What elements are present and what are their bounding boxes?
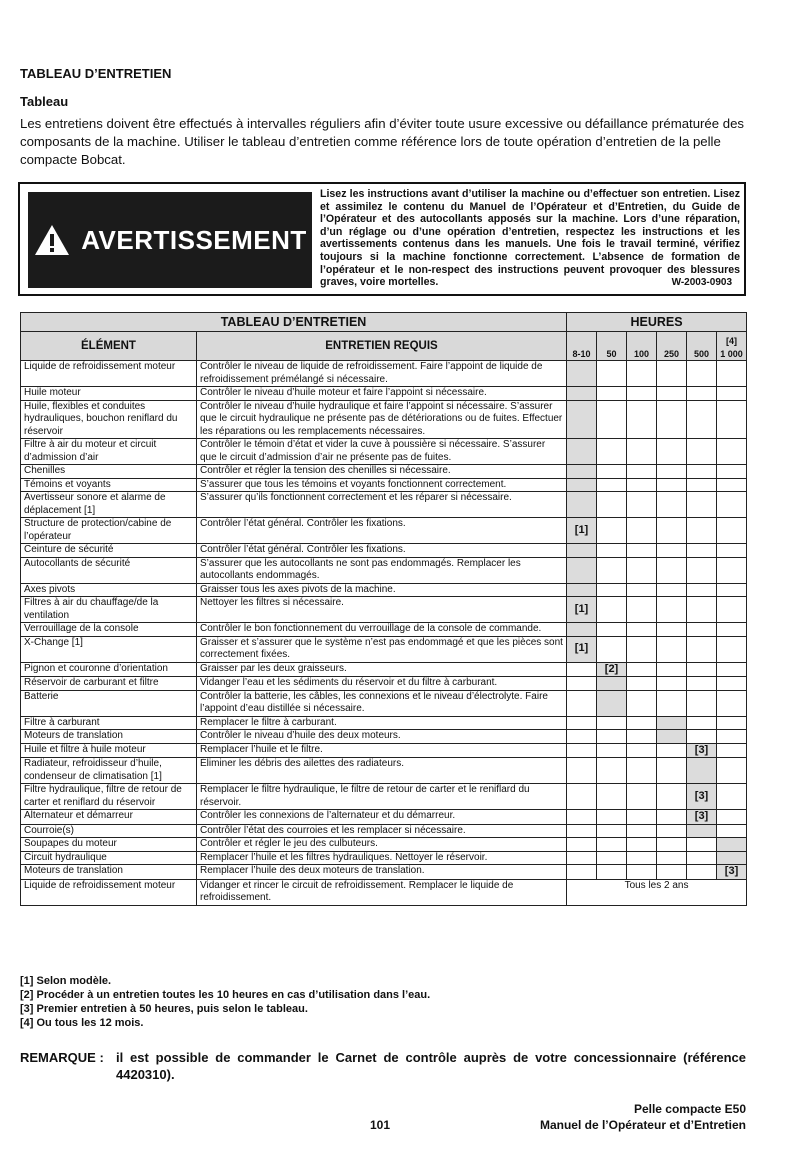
interval-cell bbox=[717, 662, 747, 677]
service-cell: Graisser tous les axes pivots de la machine. bbox=[197, 583, 567, 597]
interval-cell bbox=[627, 492, 657, 518]
interval-cell bbox=[597, 583, 627, 597]
element-cell: Filtres à air du chauffage/de la ventilation bbox=[21, 597, 197, 623]
footnote: [1] Selon modèle. bbox=[20, 975, 112, 987]
service-cell: S’assurer qu’ils fonctionnent correctement et les réparer si nécessaire. bbox=[197, 492, 567, 518]
interval-cell bbox=[687, 597, 717, 623]
interval-cell bbox=[717, 784, 747, 810]
table-row bbox=[21, 690, 747, 716]
service-cell: Contrôler le niveau d’huile des deux moteurs. bbox=[197, 730, 567, 744]
table-row bbox=[21, 824, 747, 838]
interval-cell bbox=[717, 690, 747, 716]
interval-marker bbox=[597, 662, 627, 677]
warning-code: W-2003-0903 bbox=[671, 277, 732, 288]
interval-cell bbox=[567, 730, 597, 744]
interval-cell bbox=[717, 743, 747, 758]
service-cell: Éliminer les débris des ailettes des radiateurs. bbox=[197, 758, 567, 784]
element-cell: Circuit hydraulique bbox=[21, 851, 197, 865]
service-cell: Remplacer l’huile des deux moteurs de translation. bbox=[197, 865, 567, 880]
table-row bbox=[21, 478, 747, 492]
interval-cell bbox=[717, 677, 747, 691]
remark-label: REMARQUE : bbox=[20, 1050, 104, 1065]
interval-cell bbox=[657, 465, 687, 479]
interval-cell bbox=[687, 636, 717, 662]
interval-cell bbox=[717, 810, 747, 825]
element-cell: Verrouillage de la console bbox=[21, 623, 197, 637]
element-cell: X-Change [1] bbox=[21, 636, 197, 662]
service-cell: S’assurer que les autocollants ne sont pas endommagés. Remplacer les autocollants endommagés. bbox=[197, 557, 567, 583]
element-cell: Autocollants de sécurité bbox=[21, 557, 197, 583]
interval-header bbox=[657, 332, 687, 361]
interval-cell bbox=[687, 492, 717, 518]
table-row bbox=[21, 623, 747, 637]
interval-marker bbox=[567, 518, 597, 544]
interval-cell bbox=[717, 636, 747, 662]
interval-marker bbox=[567, 361, 597, 387]
interval-cell bbox=[627, 784, 657, 810]
element-cell: Liquide de refroidissement moteur bbox=[21, 361, 197, 387]
table-row bbox=[21, 636, 747, 662]
interval-cell bbox=[687, 865, 717, 880]
interval-cell bbox=[567, 758, 597, 784]
interval-cell bbox=[657, 636, 687, 662]
interval-cell bbox=[687, 623, 717, 637]
interval-cell bbox=[627, 743, 657, 758]
interval-cell bbox=[627, 544, 657, 558]
interval-cell bbox=[627, 662, 657, 677]
interval-cell bbox=[687, 851, 717, 865]
interval-cell bbox=[657, 557, 687, 583]
interval-cell bbox=[657, 851, 687, 865]
interval-cell bbox=[597, 387, 627, 401]
interval-cell bbox=[567, 784, 597, 810]
element-cell: Liquide de refroidissement moteur bbox=[21, 879, 197, 905]
element-cell: Alternateur et démarreur bbox=[21, 810, 197, 825]
interval-cell bbox=[567, 865, 597, 880]
remark bbox=[20, 1049, 746, 1083]
interval-cell bbox=[597, 361, 627, 387]
interval-cell bbox=[687, 690, 717, 716]
interval-cell bbox=[657, 492, 687, 518]
interval-cell bbox=[657, 597, 687, 623]
interval-cell bbox=[597, 636, 627, 662]
interval-mark: [1] bbox=[574, 602, 589, 615]
interval-cell bbox=[687, 478, 717, 492]
footnotes bbox=[20, 974, 430, 1030]
interval-marker bbox=[717, 851, 747, 865]
service-cell: Graisser et s’assurer que le système n’est pas endommagé et que les pièces sont correctement fixées. bbox=[197, 636, 567, 662]
table-row bbox=[21, 439, 747, 465]
element-cell: Réservoir de carburant et filtre bbox=[21, 677, 197, 691]
interval-cell bbox=[597, 810, 627, 825]
service-cell: Contrôler l’état général. Contrôler les fixations. bbox=[197, 518, 567, 544]
table-row bbox=[21, 400, 747, 439]
interval-cell bbox=[627, 690, 657, 716]
interval-cell bbox=[597, 465, 627, 479]
interval-cell bbox=[627, 518, 657, 544]
interval-cell bbox=[687, 677, 717, 691]
element-cell: Courroie(s) bbox=[21, 824, 197, 838]
interval-cell bbox=[717, 824, 747, 838]
table-row bbox=[21, 784, 747, 810]
service-cell: Contrôler les connexions de l’alternateur et du démarreur. bbox=[197, 810, 567, 825]
interval-cell bbox=[657, 387, 687, 401]
interval-cell bbox=[567, 662, 597, 677]
interval-mark: [3] bbox=[724, 865, 739, 877]
service-cell: Remplacer le filtre à carburant. bbox=[197, 716, 567, 730]
interval-cell bbox=[627, 387, 657, 401]
table-row bbox=[21, 544, 747, 558]
interval-cell bbox=[687, 838, 717, 852]
interval-cell bbox=[597, 758, 627, 784]
table-row bbox=[21, 387, 747, 401]
interval-cell bbox=[627, 838, 657, 852]
interval-marker bbox=[567, 492, 597, 518]
interval-cell bbox=[657, 810, 687, 825]
table-row bbox=[21, 557, 747, 583]
interval-cell bbox=[657, 361, 687, 387]
element-cell: Ceinture de sécurité bbox=[21, 544, 197, 558]
interval-cell bbox=[597, 557, 627, 583]
interval-cell bbox=[717, 557, 747, 583]
interval-marker bbox=[717, 865, 747, 880]
interval-cell bbox=[717, 623, 747, 637]
table-row bbox=[21, 583, 747, 597]
interval-cell bbox=[597, 730, 627, 744]
service-cell: Contrôler le bon fonctionnement du verrouillage de la console de commande. bbox=[197, 623, 567, 637]
interval-marker bbox=[567, 387, 597, 401]
interval-marker bbox=[687, 824, 717, 838]
interval-cell bbox=[627, 557, 657, 583]
element-cell: Huile moteur bbox=[21, 387, 197, 401]
interval-cell bbox=[597, 439, 627, 465]
table-row bbox=[21, 677, 747, 691]
interval-cell bbox=[567, 716, 597, 730]
table-body bbox=[21, 361, 747, 906]
interval-marker bbox=[687, 810, 717, 825]
service-cell: Contrôler la batterie, les câbles, les connexions et le niveau d’électrolyte. Faire l’appoint d’eau distillée si nécessaire. bbox=[197, 690, 567, 716]
table-row bbox=[21, 865, 747, 880]
interval-cell bbox=[597, 851, 627, 865]
service-cell: Contrôler et régler le jeu des culbuteurs. bbox=[197, 838, 567, 852]
table-row bbox=[21, 518, 747, 544]
service-cell: S’assurer que tous les témoins et voyants fonctionnent correctement. bbox=[197, 478, 567, 492]
interval-cell bbox=[717, 492, 747, 518]
interval-cell bbox=[717, 439, 747, 465]
interval-cell bbox=[687, 439, 717, 465]
interval-cell bbox=[717, 465, 747, 479]
warning-banner bbox=[28, 192, 312, 288]
section-title: TABLEAU D’ENTRETIEN bbox=[20, 66, 172, 81]
interval-label: 100 bbox=[634, 348, 650, 359]
interval-label: 250 bbox=[664, 348, 680, 359]
element-cell: Filtre à carburant bbox=[21, 716, 197, 730]
interval-cell bbox=[597, 544, 627, 558]
interval-marker bbox=[687, 784, 717, 810]
interval-cell bbox=[717, 400, 747, 439]
interval-cell bbox=[567, 743, 597, 758]
footnote: [4] Ou tous les 12 mois. bbox=[20, 1017, 144, 1029]
interval-marker bbox=[567, 465, 597, 479]
interval-mark: [3] bbox=[694, 810, 709, 822]
interval-marker bbox=[567, 597, 597, 623]
interval-cell bbox=[687, 730, 717, 744]
interval-cell bbox=[717, 730, 747, 744]
interval-cell bbox=[627, 636, 657, 662]
service-cell: Contrôler le niveau de liquide de refroidissement. Faire l’appoint de liquide de refroidissement prémélangé si nécessaire. bbox=[197, 361, 567, 387]
element-cell: Huile et filtre à huile moteur bbox=[21, 743, 197, 758]
service-cell: Contrôler le témoin d’état et vider la cuve à poussière si nécessaire. S’assurer que le circuit d’admission d’air ne présente pas de fuites. bbox=[197, 439, 567, 465]
interval-marker bbox=[567, 636, 597, 662]
element-cell: Moteurs de translation bbox=[21, 865, 197, 880]
table-row bbox=[21, 662, 747, 677]
interval-cell bbox=[687, 400, 717, 439]
interval-cell bbox=[657, 623, 687, 637]
interval-label: 500 bbox=[694, 348, 710, 359]
interval-cell bbox=[717, 478, 747, 492]
interval-cell bbox=[627, 400, 657, 439]
interval-cell bbox=[687, 557, 717, 583]
interval-header bbox=[687, 332, 717, 361]
interval-cell bbox=[627, 810, 657, 825]
interval-cell bbox=[627, 623, 657, 637]
element-cell: Huile, flexibles et conduites hydrauliques, bouchon reniflard du réservoir bbox=[21, 400, 197, 439]
table-row bbox=[21, 851, 747, 865]
service-cell: Graisser par les deux graisseurs. bbox=[197, 662, 567, 677]
interval-cell bbox=[567, 838, 597, 852]
interval-cell bbox=[627, 439, 657, 465]
interval-cell bbox=[687, 387, 717, 401]
interval-marker bbox=[717, 838, 747, 852]
element-cell: Filtre à air du moteur et circuit d’admission d’air bbox=[21, 439, 197, 465]
interval-cell bbox=[567, 690, 597, 716]
interval-cell bbox=[657, 583, 687, 597]
element-cell: Moteurs de translation bbox=[21, 730, 197, 744]
interval-cell bbox=[627, 865, 657, 880]
interval-cell bbox=[717, 387, 747, 401]
interval-cell bbox=[627, 677, 657, 691]
interval-cell bbox=[567, 810, 597, 825]
table-row bbox=[21, 758, 747, 784]
interval-cell bbox=[597, 597, 627, 623]
interval-cell bbox=[567, 851, 597, 865]
interval-cell bbox=[627, 361, 657, 387]
interval-cell bbox=[597, 400, 627, 439]
service-cell: Remplacer l’huile et le filtre. bbox=[197, 743, 567, 758]
interval-cell bbox=[597, 716, 627, 730]
footer-product: Pelle compacte E50 bbox=[633, 1102, 746, 1116]
interval-mark: [2] bbox=[604, 662, 619, 675]
table-row bbox=[21, 492, 747, 518]
footnote: [2] Procéder à un entretien toutes les 10 heures en cas d’utilisation dans l’eau. bbox=[20, 989, 431, 1001]
table-row bbox=[21, 838, 747, 852]
interval-marker bbox=[567, 478, 597, 492]
interval-mark: [3] bbox=[694, 789, 709, 802]
interval-cell bbox=[597, 492, 627, 518]
warning-label: AVERTISSEMENT bbox=[81, 224, 307, 255]
table-row bbox=[21, 743, 747, 758]
interval-marker bbox=[687, 758, 717, 784]
interval-header bbox=[717, 332, 747, 361]
interval-mark: [1] bbox=[574, 523, 589, 536]
interval-marker bbox=[597, 690, 627, 716]
interval-marker bbox=[567, 583, 597, 597]
interval-cell bbox=[627, 716, 657, 730]
interval-cell bbox=[627, 851, 657, 865]
interval-cell bbox=[657, 784, 687, 810]
footnote: [3] Premier entretien à 50 heures, puis selon le tableau. bbox=[20, 1003, 308, 1015]
service-cell: Remplacer l’huile et les filtres hydrauliques. Nettoyer le réservoir. bbox=[197, 851, 567, 865]
interval-header bbox=[567, 332, 597, 361]
element-cell: Structure de protection/cabine de l’opérateur bbox=[21, 518, 197, 544]
warning-triangle-icon bbox=[33, 223, 71, 257]
interval-note-cell: Tous les 2 ans bbox=[567, 879, 747, 905]
element-cell: Axes pivots bbox=[21, 583, 197, 597]
interval-cell bbox=[657, 478, 687, 492]
hours-header: HEURES bbox=[567, 313, 747, 332]
interval-label: 50 bbox=[606, 348, 617, 359]
interval-cell bbox=[567, 677, 597, 691]
interval-cell bbox=[627, 824, 657, 838]
interval-marker bbox=[567, 400, 597, 439]
footer-manual: Manuel de l’Opérateur et d’Entretien bbox=[539, 1118, 746, 1132]
interval-cell bbox=[657, 400, 687, 439]
interval-cell bbox=[717, 583, 747, 597]
element-cell: Chenilles bbox=[21, 465, 197, 479]
table-row bbox=[21, 361, 747, 387]
maintenance-table bbox=[20, 312, 747, 906]
interval-marker bbox=[567, 557, 597, 583]
interval-cell bbox=[567, 824, 597, 838]
interval-marker bbox=[567, 439, 597, 465]
service-cell: Contrôler le niveau d’huile hydraulique et faire l’appoint si nécessaire. S’assurer que le circuit hydraulique ne présente pas de détériorations ou de fuites. Effectuer les réparations ou les remplacements nécessaires. bbox=[197, 400, 567, 439]
interval-cell bbox=[627, 597, 657, 623]
interval-cell bbox=[657, 677, 687, 691]
interval-cell bbox=[657, 758, 687, 784]
interval-cell bbox=[717, 716, 747, 730]
interval-cell bbox=[687, 361, 717, 387]
page-number: 101 bbox=[370, 1118, 391, 1132]
table-row bbox=[21, 716, 747, 730]
service-cell: Contrôler l’état des courroies et les remplacer si nécessaire. bbox=[197, 824, 567, 838]
interval-cell bbox=[717, 518, 747, 544]
interval-mark: [1] bbox=[574, 642, 589, 655]
interval-marker bbox=[657, 730, 687, 744]
interval-cell bbox=[687, 662, 717, 677]
interval-cell bbox=[597, 743, 627, 758]
interval-cell bbox=[657, 824, 687, 838]
element-cell: Avertisseur sonore et alarme de déplacement [1] bbox=[21, 492, 197, 518]
interval-cell bbox=[687, 544, 717, 558]
service-cell: Remplacer le filtre hydraulique, le filtre de retour de carter et le reniflard du réservoir. bbox=[197, 784, 567, 810]
table-row bbox=[21, 879, 747, 905]
interval-note: [4] bbox=[726, 336, 738, 346]
interval-cell bbox=[597, 478, 627, 492]
interval-cell bbox=[657, 838, 687, 852]
interval-cell bbox=[717, 544, 747, 558]
interval-header bbox=[597, 332, 627, 361]
element-cell: Radiateur, refroidisseur d’huile, condenseur de climatisation [1] bbox=[21, 758, 197, 784]
interval-cell bbox=[627, 730, 657, 744]
interval-cell bbox=[597, 518, 627, 544]
service-cell: Contrôler et régler la tension des chenilles si nécessaire. bbox=[197, 465, 567, 479]
remark-text: il est possible de commander le Carnet de contrôle auprès de votre concessionnaire (référence 4420310). bbox=[116, 1050, 746, 1082]
interval-cell bbox=[657, 865, 687, 880]
table-row bbox=[21, 597, 747, 623]
service-cell: Vidanger l’eau et les sédiments du réservoir et du filtre à carburant. bbox=[197, 677, 567, 691]
table-row bbox=[21, 465, 747, 479]
interval-marker bbox=[567, 544, 597, 558]
interval-label: 8-10 bbox=[572, 348, 591, 359]
interval-marker bbox=[597, 677, 627, 691]
table-row bbox=[21, 730, 747, 744]
interval-cell bbox=[657, 743, 687, 758]
warning-text: Lisez les instructions avant d’utiliser la machine ou d’effectuer son entretien. Lisez et assimilez le contenu du Manuel de l’Opérateur et d’Entretien, du Guide de l’Opérateur et des autocollants apposés sur la machine. Lors d’une réparation, d’un réglage ou d’une opération d’entretien, respectez les instructions et les avertissements contenus dans les manuels. Une fois le travail terminé, vérifiez toujours si la machine fonctionne correctement. L’absence de formation de l’opérateur et le non-respect des instructions peuvent provoquer des blessures graves, voire mortelles. bbox=[320, 188, 740, 289]
interval-cell bbox=[657, 662, 687, 677]
warning-box bbox=[18, 182, 746, 296]
interval-cell bbox=[597, 865, 627, 880]
interval-cell bbox=[597, 838, 627, 852]
interval-cell bbox=[687, 465, 717, 479]
table-title: TABLEAU D’ENTRETIEN bbox=[21, 313, 567, 332]
interval-cell bbox=[597, 784, 627, 810]
interval-cell bbox=[627, 758, 657, 784]
interval-marker bbox=[567, 623, 597, 637]
interval-cell bbox=[657, 690, 687, 716]
interval-cell bbox=[717, 597, 747, 623]
interval-header bbox=[627, 332, 657, 361]
interval-cell bbox=[687, 518, 717, 544]
interval-cell bbox=[597, 623, 627, 637]
interval-cell bbox=[627, 478, 657, 492]
interval-label: 1 000 bbox=[720, 348, 743, 359]
interval-cell bbox=[627, 465, 657, 479]
interval-cell bbox=[597, 824, 627, 838]
interval-cell bbox=[717, 758, 747, 784]
service-cell: Contrôler l’état général. Contrôler les fixations. bbox=[197, 544, 567, 558]
element-cell: Témoins et voyants bbox=[21, 478, 197, 492]
interval-cell bbox=[687, 583, 717, 597]
interval-cell bbox=[627, 583, 657, 597]
service-cell: Nettoyer les filtres si nécessaire. bbox=[197, 597, 567, 623]
interval-cell bbox=[687, 716, 717, 730]
column-header-service: ENTRETIEN REQUIS bbox=[197, 332, 567, 361]
intro-paragraph: Les entretiens doivent être effectués à intervalles réguliers afin d’éviter toute usure excessive ou défaillance prématurée des composants de la machine. Utiliser le tableau d’entretien comme référence lors de toute opération d’entretien de la pelle compacte Bobcat. bbox=[20, 116, 745, 167]
subsection-title: Tableau bbox=[20, 94, 69, 109]
column-header-element: ÉLÉMENT bbox=[21, 332, 197, 361]
interval-cell bbox=[657, 518, 687, 544]
table-row bbox=[21, 810, 747, 825]
element-cell: Filtre hydraulique, filtre de retour de carter et reniflard du réservoir bbox=[21, 784, 197, 810]
interval-cell bbox=[657, 439, 687, 465]
element-cell: Batterie bbox=[21, 690, 197, 716]
interval-mark: [3] bbox=[694, 743, 709, 756]
element-cell: Soupapes du moteur bbox=[21, 838, 197, 852]
service-cell: Vidanger et rincer le circuit de refroidissement. Remplacer le liquide de refroidissement. bbox=[197, 879, 567, 905]
interval-cell bbox=[657, 544, 687, 558]
interval-cell bbox=[717, 361, 747, 387]
interval-marker bbox=[687, 743, 717, 758]
interval-marker bbox=[657, 716, 687, 730]
service-cell: Contrôler le niveau d’huile moteur et faire l’appoint si nécessaire. bbox=[197, 387, 567, 401]
element-cell: Pignon et couronne d’orientation bbox=[21, 662, 197, 677]
